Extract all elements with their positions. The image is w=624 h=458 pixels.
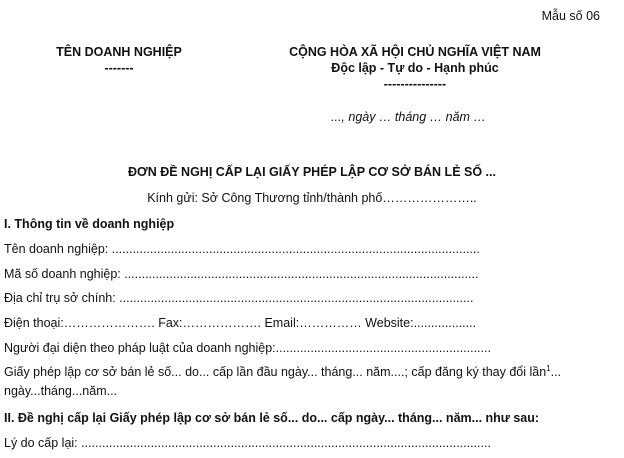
reason-field: Lý do cấp lại: ...................................................................................................................... xyxy=(4,436,491,450)
tax-code-field: Mã số doanh nghiệp: ...................................................................................................... xyxy=(4,267,479,281)
document-title: ĐƠN ĐỀ NGHỊ CẤP LẠI GIẤY PHÉP LẬP CƠ SỞ BÁN LẺ SỐ ... xyxy=(128,165,496,179)
license-history-text: Giấy phép lập cơ sở bán lẻ số... do... cấp lần đầu ngày... tháng... năm....; cấp đăng ký thay đổi lần xyxy=(4,365,547,379)
form-number: Mẫu số 06 xyxy=(541,9,600,23)
company-name-field: Tên doanh nghiệp: .......................................................................................................... xyxy=(4,242,480,256)
company-name-placeholder: TÊN DOANH NGHIỆP xyxy=(56,45,182,59)
recipient-line: Kính gửi: Sở Công Thương tỉnh/thành phố………………….. xyxy=(147,191,477,205)
address-field: Địa chỉ trụ sở chính: ...................................................................................................... xyxy=(4,291,474,305)
company-block xyxy=(52,44,186,76)
national-heading xyxy=(270,44,560,92)
date-line: ..., ngày … tháng … năm … xyxy=(331,110,486,124)
nation-motto: Độc lập - Tự do - Hạnh phúc xyxy=(331,61,499,75)
company-underline: ------- xyxy=(104,61,134,75)
license-history-field xyxy=(4,363,614,401)
section-1-heading: I. Thông tin về doanh nghiệp xyxy=(4,217,175,231)
section-2-heading: II. Đề nghị cấp lại Giấy phép lập cơ sở bán lẻ số... do... cấp ngày... tháng... năm... như sau: xyxy=(4,411,540,425)
license-history-date: ... ngày...tháng...năm... xyxy=(4,365,562,398)
contact-field: Điện thoại:…………………. Fax:………………. Email:…………… Website:.................. xyxy=(4,316,477,330)
motto-underline: --------------- xyxy=(383,77,447,91)
legal-representative-field: Người đại diện theo pháp luật của doanh nghiệp:.............................................................. xyxy=(4,341,491,355)
footnote-marker: 1 xyxy=(546,364,551,373)
nation-name: CỘNG HÒA XÃ HỘI CHỦ NGHĨA VIỆT NAM xyxy=(289,45,541,59)
